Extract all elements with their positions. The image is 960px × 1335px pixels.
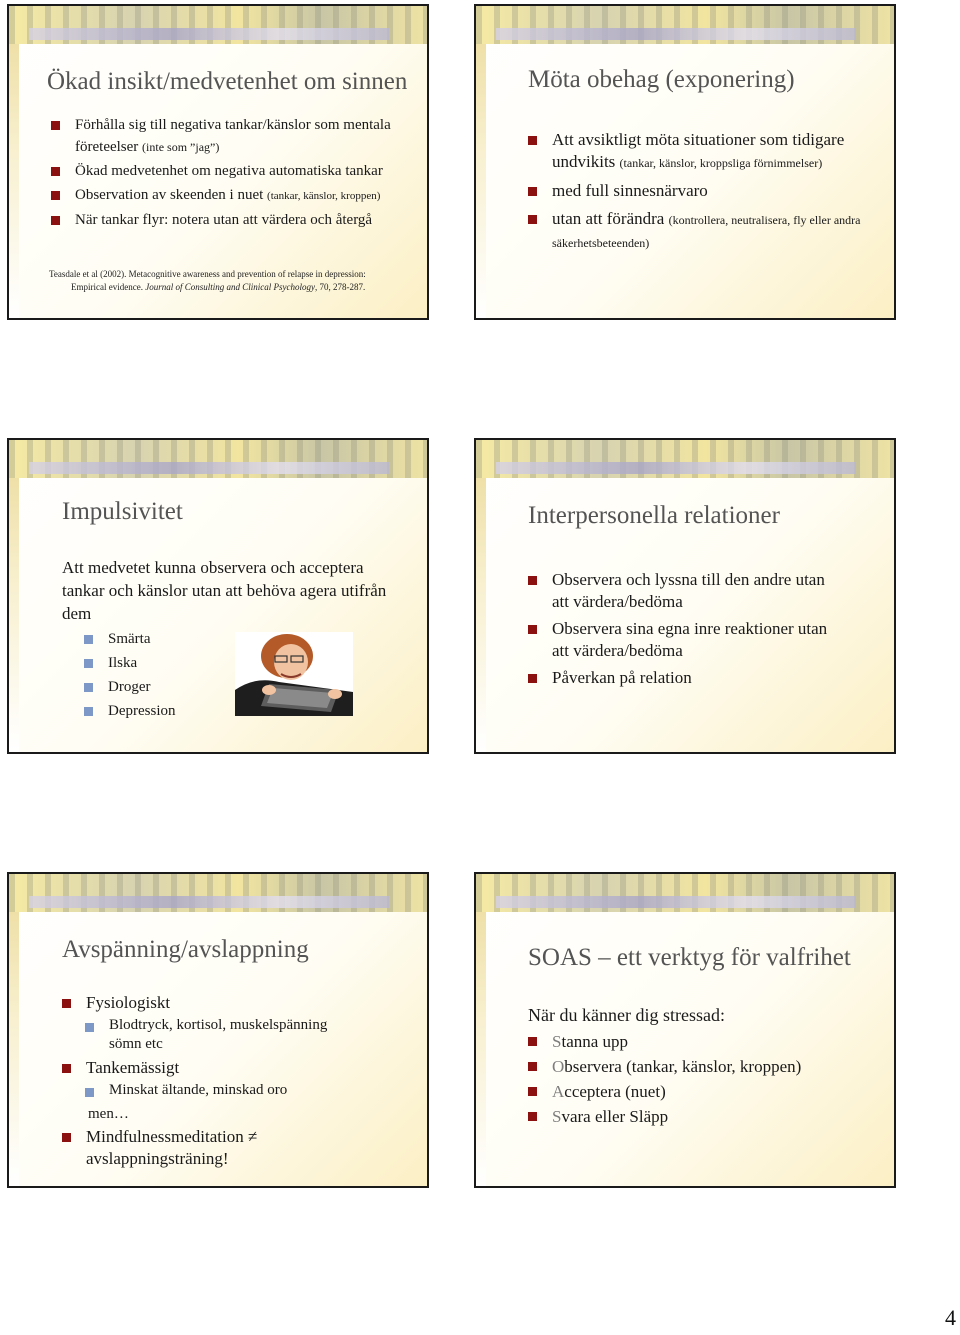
- reference: Teasdale et al (2002). Metacognitive awareness and prevention of relapse in depression: Empirical evidence. Journal of Consulting and Clinical Psychology, 70, 278-287.: [49, 269, 366, 292]
- list-item: När tankar flyr: notera utan att värdera och återgå: [51, 209, 421, 231]
- bullet-list: [528, 1030, 878, 1130]
- slide-1: [7, 4, 429, 320]
- men-text: men…: [88, 1106, 129, 1122]
- bullet-list: [528, 129, 878, 256]
- slide-banner: [476, 440, 894, 478]
- sub-bullet-list: [84, 628, 176, 724]
- intro-text: När du känner dig stressad:: [528, 1005, 725, 1025]
- list-item: Att avsiktligt möta situationer som tidigare undvikits (tankar, känslor, kroppsliga förnimmelser): [528, 129, 878, 174]
- slide-banner: [9, 6, 427, 44]
- list-item: Påverkan på relation: [528, 667, 838, 689]
- list-item: Observera och lyssna till den andre utan att värdera/bedöma: [528, 569, 838, 613]
- list-item: Observation av skeenden i nuet (tankar, känslor, kroppen): [51, 184, 421, 207]
- list-item: med full sinnesnärvaro: [528, 180, 878, 202]
- slide-sidebar: [9, 478, 19, 752]
- slide-banner: [9, 874, 427, 912]
- slide-title: Ökad insikt/medvetenhet om sinnen: [47, 68, 408, 95]
- woman-laptop-photo: [235, 632, 353, 716]
- slide-sidebar: [476, 478, 486, 752]
- slide-banner: [476, 874, 894, 912]
- list-item: Minskat ältande, minskad oro: [85, 1081, 385, 1100]
- intro-text: Att medvetet kunna observera och acceptera tankar och känslor utan att behöva agera utifrån dem: [62, 558, 387, 623]
- slide-3: [7, 438, 429, 754]
- slide-title: Impulsivitet: [62, 498, 183, 525]
- list-item: Smärta: [84, 628, 176, 650]
- slide-title: SOAS – ett verktyg för valfrihet: [528, 944, 851, 971]
- list-item: Depression: [84, 700, 176, 722]
- bullet-list: [62, 1057, 402, 1081]
- slide-banner: [9, 440, 427, 478]
- bullet-list: [528, 569, 838, 691]
- slide-sidebar: [476, 912, 486, 1186]
- sub-bullet-list: [85, 1016, 385, 1056]
- bullet-list: [51, 114, 421, 233]
- slide-4: [474, 438, 896, 754]
- slide-sidebar: [9, 44, 19, 318]
- slide-5: [7, 872, 429, 1188]
- list-item: Mindfulnessmeditation ≠ avslappningsträning!: [62, 1126, 402, 1170]
- list-item: Tankemässigt: [62, 1057, 402, 1079]
- page-number: 4: [945, 1305, 956, 1330]
- bullet-list: [62, 1126, 402, 1172]
- sub-bullet-list: [85, 1081, 385, 1102]
- slide-sidebar: [476, 44, 486, 318]
- list-item: Ilska: [84, 652, 176, 674]
- list-item: Stanna upp: [528, 1030, 878, 1053]
- slide-banner: [476, 6, 894, 44]
- bullet-list: [62, 992, 402, 1016]
- list-item: Observera (tankar, känslor, kroppen): [528, 1055, 878, 1078]
- slide-2: [474, 4, 896, 320]
- slide-title: Möta obehag (exponering): [528, 66, 795, 93]
- list-item: Ökad medvetenhet om negativa automatiska tankar: [51, 160, 421, 182]
- slide-title: Interpersonella relationer: [528, 502, 780, 529]
- list-item: Acceptera (nuet): [528, 1080, 878, 1103]
- slide-title: Avspänning/avslappning: [62, 936, 309, 963]
- slide-sidebar: [9, 912, 19, 1186]
- list-item: Förhålla sig till negativa tankar/känslor som mentala företeelser (inte som ”jag”): [51, 114, 421, 158]
- list-item: Observera sina egna inre reaktioner utan att värdera/bedöma: [528, 618, 838, 662]
- list-item: Blodtryck, kortisol, muskelspänning sömn etc: [85, 1016, 385, 1054]
- list-item: utan att förändra (kontrollera, neutralisera, fly eller andra säkerhetsbeteenden): [528, 208, 878, 254]
- list-item: Svara eller Släpp: [528, 1105, 878, 1128]
- slide-6: [474, 872, 896, 1188]
- list-item: Droger: [84, 676, 176, 698]
- list-item: Fysiologiskt: [62, 992, 402, 1014]
